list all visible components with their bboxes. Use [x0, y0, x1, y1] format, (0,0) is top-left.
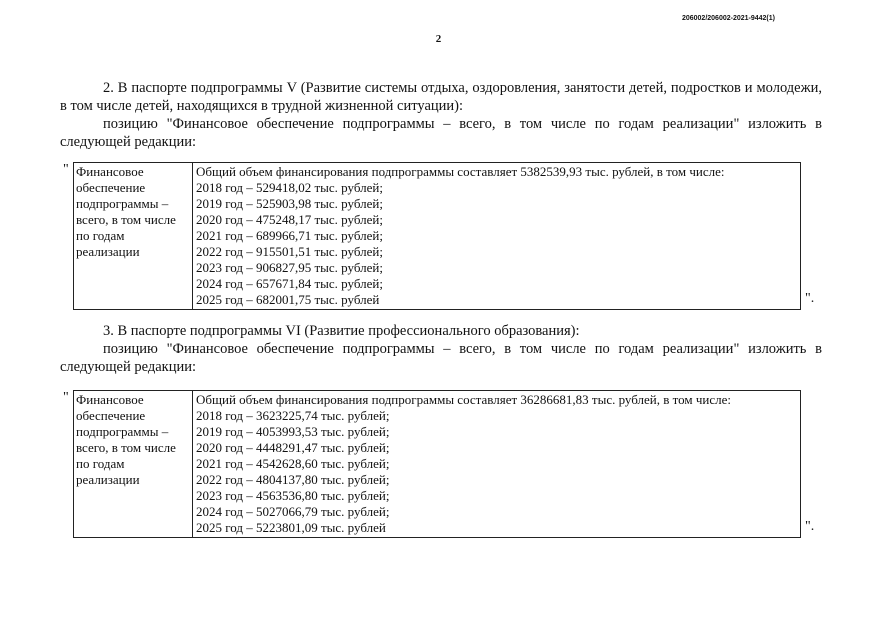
section-2-value-cell [193, 163, 801, 310]
value-line: 2021 год – 4542628,60 тыс. рублей; [196, 456, 390, 471]
value-line: 2025 год – 682001,75 тыс. рублей [196, 292, 380, 307]
value-line: 2025 год – 5223801,09 тыс. рублей [196, 520, 386, 535]
label-line: всего, в том числе [76, 212, 176, 227]
section-2-open-quote: " [63, 162, 69, 177]
label-line: реализации [76, 472, 140, 487]
section-3-value-cell [193, 391, 801, 538]
value-line: 2019 год – 4053993,53 тыс. рублей; [196, 424, 390, 439]
value-line: 2023 год – 4563536,80 тыс. рублей; [196, 488, 390, 503]
value-line: 2023 год – 906827,95 тыс. рублей; [196, 260, 383, 275]
value-line: 2019 год – 525903,98 тыс. рублей; [196, 196, 383, 211]
section-2-instruction: позицию "Финансовое обеспечение подпрограммы – всего, в том числе по годам реализации" изложить в следующей редакции: [60, 116, 822, 150]
label-line: по годам [76, 456, 125, 471]
value-line: 2022 год – 915501,51 тыс. рублей; [196, 244, 383, 259]
section-2-label-cell [74, 163, 193, 310]
label-line: по годам [76, 228, 125, 243]
label-line: обеспечение [76, 180, 146, 195]
section-2-close-quote: ". [805, 291, 815, 306]
section-3-close-quote: ". [805, 519, 815, 534]
label-line: Финансовое [76, 392, 144, 407]
value-line: 2020 год – 475248,17 тыс. рублей; [196, 212, 383, 227]
value-line: Общий объем финансирования подпрограммы составляет 36286681,83 тыс. рублей, в том числе: [196, 392, 732, 407]
value-line: 2018 год – 3623225,74 тыс. рублей; [196, 408, 390, 423]
section-3-instruction: позицию "Финансовое обеспечение подпрограммы – всего, в том числе по годам реализации" изложить в следующей редакции: [60, 341, 822, 375]
label-line: подпрограммы – [76, 196, 169, 211]
label-line: Финансовое [76, 164, 144, 179]
section-2-heading: 2. В паспорте подпрограммы V (Развитие системы отдыха, оздоровления, занятости детей, подростков и молодежи, в том числе детей, находящихся в трудной жизненной ситуации): [60, 80, 822, 114]
section-3-heading: 3. В паспорте подпрограммы VI (Развитие профессионального образования): [103, 323, 580, 339]
value-line: 2020 год – 4448291,47 тыс. рублей; [196, 440, 390, 455]
label-line: всего, в том числе [76, 440, 176, 455]
value-line: 2018 год – 529418,02 тыс. рублей; [196, 180, 383, 195]
label-line: реализации [76, 244, 140, 259]
value-line: 2021 год – 689966,71 тыс. рублей; [196, 228, 383, 243]
value-line: Общий объем финансирования подпрограммы составляет 5382539,93 тыс. рублей, в том числе: [196, 164, 725, 179]
section-3-open-quote: " [63, 390, 69, 405]
label-line: подпрограммы – [76, 424, 169, 439]
label-line: обеспечение [76, 408, 146, 423]
page-number: 2 [435, 33, 442, 45]
value-line: 2024 год – 5027066,79 тыс. рублей; [196, 504, 390, 519]
document-id: 206002/206002-2021-9442(1) [681, 15, 775, 22]
section-3-finance-table [73, 390, 801, 538]
section-3-label-cell [74, 391, 193, 538]
value-line: 2022 год – 4804137,80 тыс. рублей; [196, 472, 390, 487]
section-2-finance-table [73, 162, 801, 310]
value-line: 2024 год – 657671,84 тыс. рублей; [196, 276, 383, 291]
